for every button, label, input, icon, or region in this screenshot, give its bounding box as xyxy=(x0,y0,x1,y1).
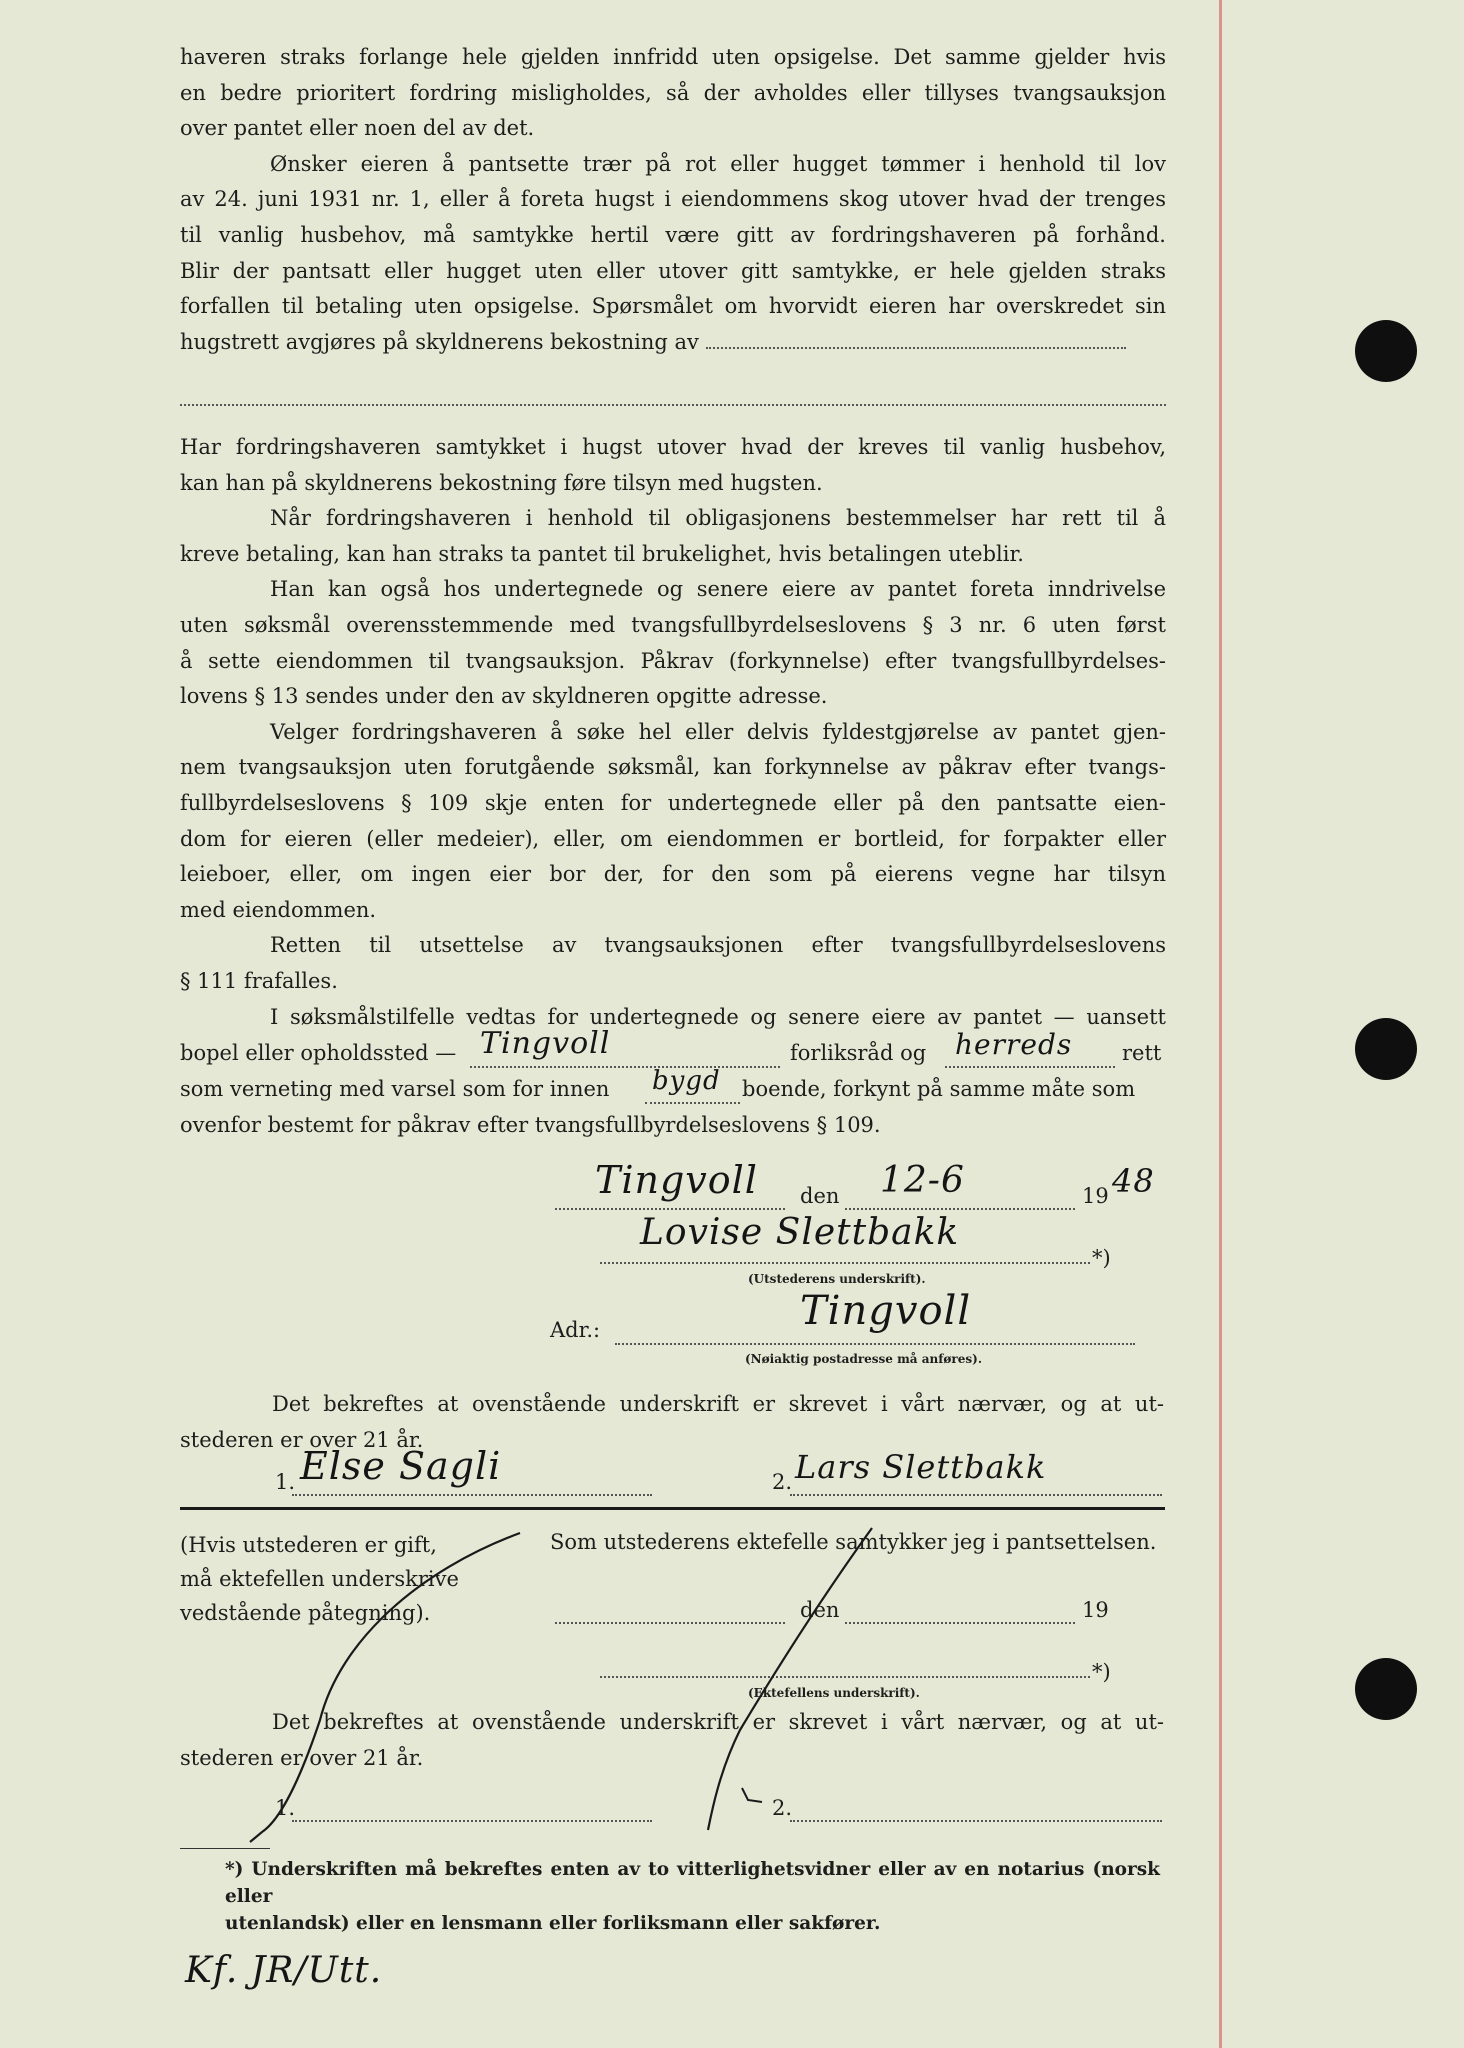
handwritten-bottom-note: Kf. JR/Utt. xyxy=(185,1950,383,1991)
venue-text-f: ovenfor bestemt for påkrav efter tvangsfullbyrdelseslovens § 109. xyxy=(180,1113,881,1137)
text-line: Ønsker eieren å pantsette trær på rot eller hugget tømmer i henhold til lov xyxy=(270,151,1166,176)
spouse-note-line: (Hvis utstederen er gift, xyxy=(180,1533,437,1557)
spouse-caption: (Ektefellens underskrift). xyxy=(748,1686,920,1700)
text-line: av 24. juni 1931 nr. 1, eller å foreta hugst i eiendommens skog utover hvad der trenges xyxy=(180,187,1166,212)
footnote xyxy=(225,1856,1160,1937)
venue-text-c: rett xyxy=(1122,1041,1162,1065)
spouse-den-label: den xyxy=(800,1598,840,1622)
text-line: leieboer, eller, om ingen eier bor der, for den som på eierens vegne har tilsyn xyxy=(180,862,1166,887)
venue-text-b: forliksråd og xyxy=(790,1041,927,1065)
spouse-consent: Som utstederens ektefelle samtykker jeg i pantsettelsen. xyxy=(550,1530,1157,1554)
witness2-label: 2. xyxy=(772,1470,793,1494)
venue-text-d: som verneting med varsel som for innen xyxy=(180,1077,610,1101)
confirm-text-2: stederen er over 21 år. xyxy=(180,1428,424,1452)
spouse-note-line: vedstående påtegning). xyxy=(180,1601,431,1625)
text-line: nem tvangsauksjon uten forutgående søksmål, kan forkynnelse av påkrav efter tvangs- xyxy=(180,755,1166,780)
text-line: Retten til utsettelse av tvangsauksjonen efter tvangsfullbyrdelseslovens xyxy=(270,933,1166,958)
text-line: kreve betaling, kan han straks ta pantet til brukelighet, hvis betalingen uteblir. xyxy=(180,541,1024,566)
handwritten-bygd: bygd xyxy=(652,1066,721,1096)
spouse-witness2-label: 2. xyxy=(772,1796,793,1820)
address-label: Adr.: xyxy=(550,1318,601,1342)
text-line: med eiendommen. xyxy=(180,897,377,922)
spouse-confirm-2: stederen er over 21 år. xyxy=(180,1746,424,1770)
address-caption: (Nøiaktig postadresse må anføres). xyxy=(745,1352,982,1366)
text-line: over pantet eller noen del av det. xyxy=(180,116,535,141)
text-line: Når fordringshaveren i henhold til obligasjonens bestemmelser har rett til å xyxy=(270,506,1166,531)
strikeout-mark-right xyxy=(708,1528,872,1830)
footnote-line: *) Underskriften må bekreftes enten av to vitterlighetsvidner eller av en notarius (norsk eller xyxy=(225,1859,1160,1907)
date-den-label: den xyxy=(800,1184,840,1208)
hugstrett-text: hugstrett avgjøres på skyldnerens bekostning av xyxy=(180,329,699,354)
strikeout-mark-left xyxy=(250,1533,520,1842)
text-line: forfallen til betaling uten opsigelse. Spørsmålet om hvorvidt eieren har overskredet sin xyxy=(180,294,1166,319)
handwritten-year: 48 xyxy=(1112,1162,1155,1200)
year-prefix: 19 xyxy=(1082,1184,1109,1208)
venue-text-e: boende, forkynt på samme måte som xyxy=(742,1077,1136,1101)
spouse-witness1-label: 1. xyxy=(275,1796,296,1820)
text-line: fullbyrdelseslovens § 109 skje enten for undertegnede eller på den pantsatte eien- xyxy=(180,790,1166,815)
footnote-rule xyxy=(180,1848,270,1849)
handwritten-signature: Lovise Slettbakk xyxy=(640,1212,960,1253)
asterisk-note: *) xyxy=(1092,1246,1111,1270)
text-line: Blir der pantsatt eller hugget uten eller utover gitt samtykke, er hele gjelden straks xyxy=(180,258,1166,283)
text-line: dom for eieren (eller medeier), eller, om eiendommen er bortleid, for forpakter eller xyxy=(180,826,1166,851)
confirm-text-1: Det bekreftes at ovenstående underskrift er skrevet i vårt nærvær, og at ut- xyxy=(272,1392,1164,1416)
witness1-label: 1. xyxy=(275,1470,296,1494)
handwritten-address: Tingvoll xyxy=(800,1288,972,1334)
text-line: § 111 frafalles. xyxy=(180,968,338,993)
handwritten-witness2: Lars Slettbakk xyxy=(795,1448,1047,1486)
text-line: Velger fordringshaveren å søke hel eller delvis fyldestgjørelse av pantet gjen- xyxy=(270,719,1166,744)
text-line: haveren straks forlange hele gjelden innfridd uten opsigelse. Det samme gjelder hvis xyxy=(180,45,1166,69)
text-line: Har fordringshaveren samtykket i hugst utover hvad der kreves til vanlig husbehov, xyxy=(180,435,1166,459)
text-line: I søksmålstilfelle vedtas for undertegnede og senere eiere av pantet — uansett xyxy=(270,1004,1166,1029)
spouse-note-line: må ektefellen underskrive xyxy=(180,1567,459,1591)
spouse-asterisk: *) xyxy=(1092,1660,1111,1684)
handwritten-date: 12-6 xyxy=(880,1160,965,1201)
text-line: en bedre prioritert fordring misligholdes, så der avholdes eller tillyses tvangsauksjon xyxy=(180,80,1166,105)
text-line: kan han på skyldnerens bekostning føre tilsyn med hugsten. xyxy=(180,470,823,495)
strikeout-mark-tick xyxy=(742,1788,762,1802)
footnote-line: utenlandsk) eller en lensmann eller forliksmann eller sakfører. xyxy=(225,1913,881,1934)
spouse-confirm-1: Det bekreftes at ovenstående underskrift er skrevet i vårt nærvær, og at ut- xyxy=(272,1710,1164,1734)
text-line: lovens § 13 sendes under den av skyldneren opgitte adresse. xyxy=(180,684,828,709)
text-line: til vanlig husbehov, må samtykke hertil være gitt av fordringshaveren på forhånd. xyxy=(180,222,1166,247)
text-line: uten søksmål overensstemmende med tvangsfullbyrdelseslovens § 3 nr. 6 uten først xyxy=(180,612,1166,637)
signature-caption: (Utstederens underskrift). xyxy=(748,1272,926,1286)
spouse-year-prefix: 19 xyxy=(1082,1598,1109,1622)
handwritten-place: Tingvoll xyxy=(595,1158,758,1202)
handwritten-forliksrad: Tingvoll xyxy=(480,1026,611,1061)
handwritten-witness1: Else Sagli xyxy=(300,1444,502,1488)
text-line: å sette eiendommen til tvangsauksjon. Påkrav (forkynnelse) efter tvangsfullbyrdelses- xyxy=(180,648,1166,673)
venue-text-a: bopel eller opholdssted — xyxy=(180,1041,457,1065)
text-line: Han kan også hos undertegnede og senere eiere av pantet foreta inndrivelse xyxy=(270,577,1166,602)
handwritten-rett: herreds xyxy=(955,1028,1073,1061)
